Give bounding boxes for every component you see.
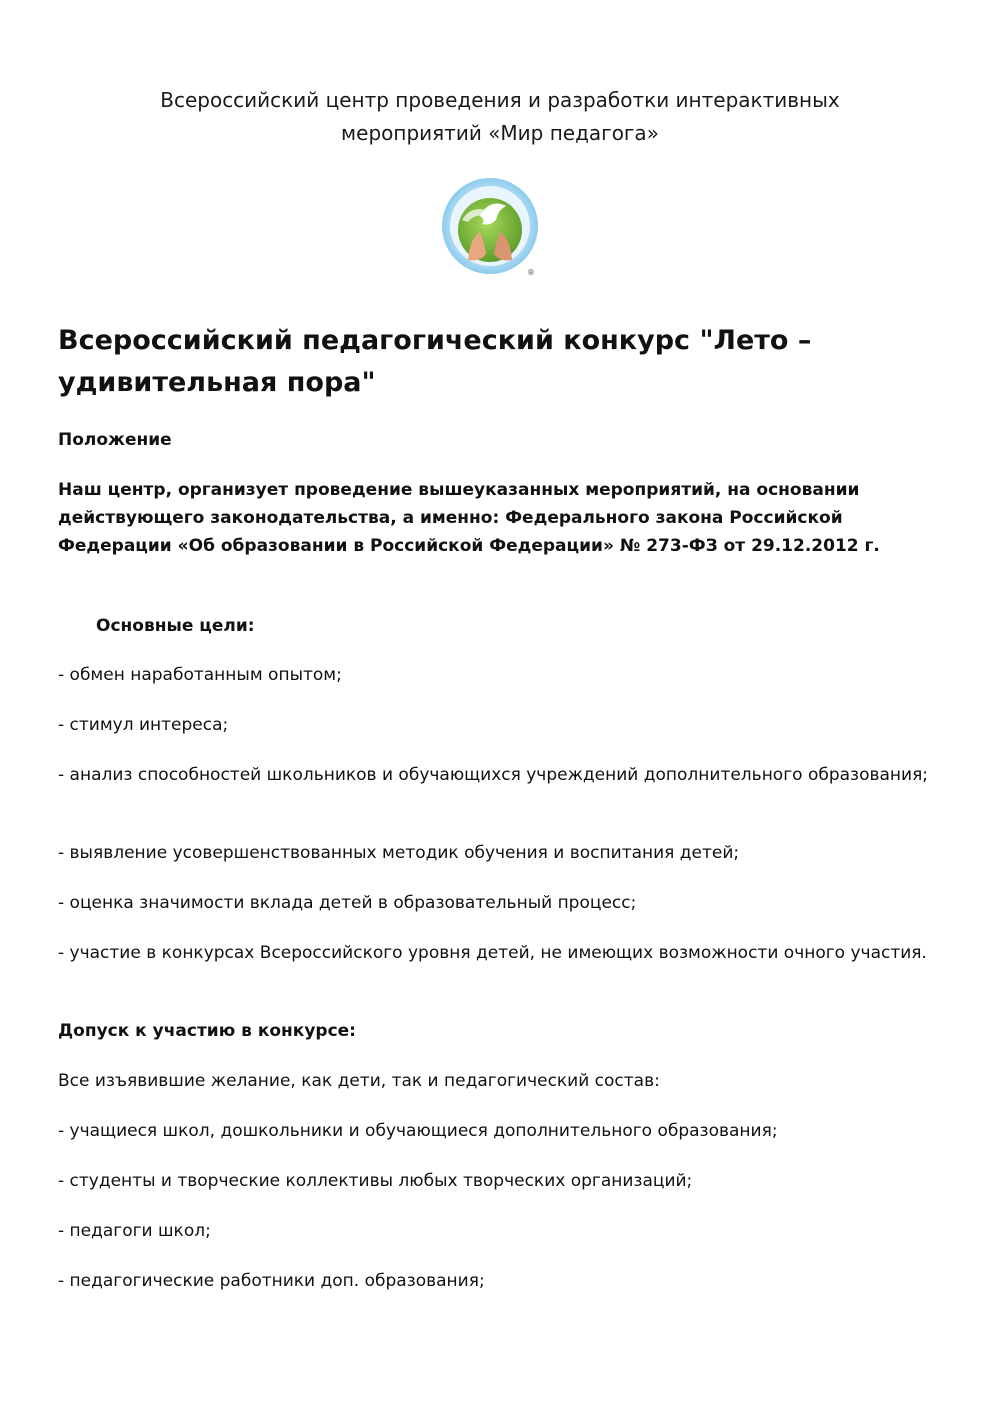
admission-intro: Все изъявившие желание, как дети, так и педагогический состав: [58, 1071, 660, 1091]
logo [440, 176, 544, 280]
goal-item: - обмен наработанным опытом; [58, 665, 342, 685]
admission-item: - студенты и творческие коллективы любых творческих организаций; [58, 1171, 693, 1191]
organization-header-line-1: Всероссийский центр проведения и разработки интерактивных [160, 88, 840, 112]
admission-item: - учащиеся школ, дошкольники и обучающиеся дополнительного образования; [58, 1121, 778, 1141]
section-heading-goals: Основные цели: [96, 616, 255, 636]
goal-item: - участие в конкурсах Всероссийского уровня детей, не имеющих возможности очного участия. [58, 943, 927, 963]
organization-header [100, 84, 900, 150]
globe-hands-dove-icon [440, 176, 544, 280]
admission-item: - педагоги школ; [58, 1221, 211, 1241]
section-heading-admission: Допуск к участию в конкурсе: [58, 1021, 356, 1041]
goal-item: - оценка значимости вклада детей в образовательный процесс; [58, 893, 637, 913]
admission-item: - педагогические работники доп. образования; [58, 1271, 485, 1291]
intro-paragraph: Наш центр, организует проведение вышеуказанных мероприятий, на основании действующего законодательства, а именно: Федерального закона Российской Федерации «Об образовании в Российской Федерации» № 273-ФЗ от 29.12.2012 г. [58, 480, 880, 556]
goal-item: - анализ способностей школьников и обучающихся учреждений дополнительного образования; [58, 765, 929, 785]
section-heading-polozhenie: Положение [58, 430, 172, 450]
registered-mark: ® [527, 268, 535, 277]
page-title: Всероссийский педагогический конкурс "Лето – удивительная пора" [58, 325, 812, 398]
organization-header-line-2: мероприятий «Мир педагога» [341, 121, 659, 145]
goal-item: - выявление усовершенствованных методик обучения и воспитания детей; [58, 843, 740, 863]
goal-item: - стимул интереса; [58, 715, 229, 735]
